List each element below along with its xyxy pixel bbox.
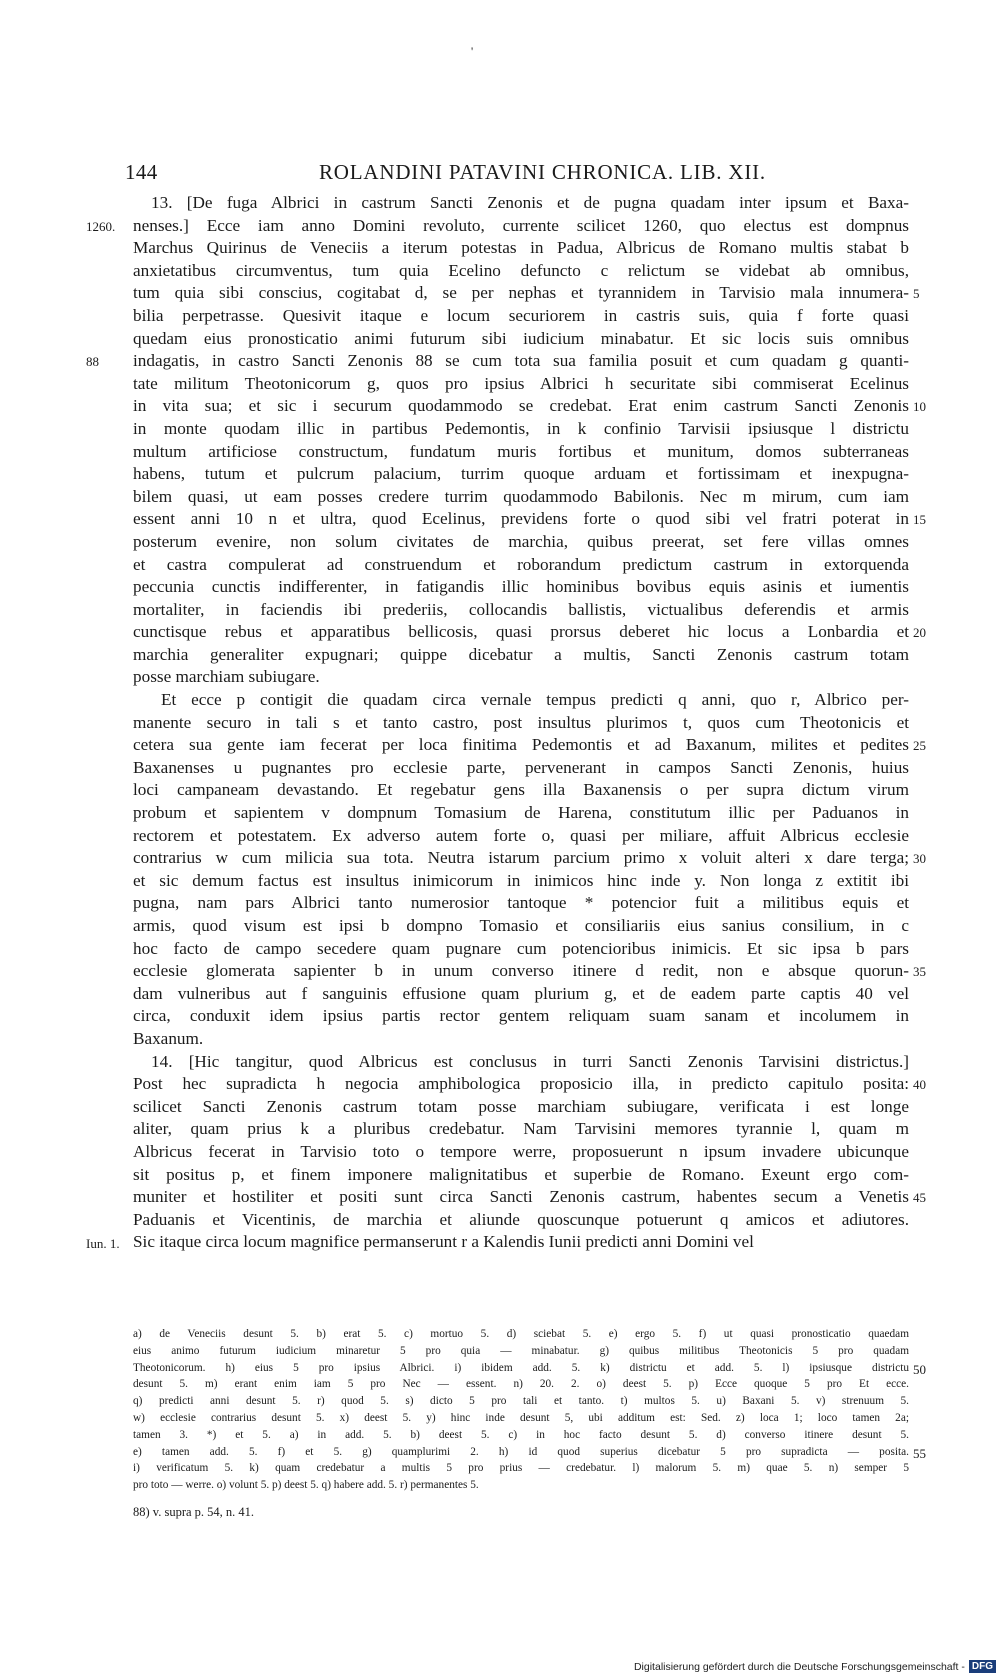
line-number: 5	[913, 286, 920, 302]
page-number: 144	[125, 160, 158, 184]
text-line: ecclesie glomerata sapienter b in unum converso itinere d redit, non e absque quorun-	[133, 961, 909, 981]
text-line: Sic itaque circa locum magnifice permanserunt r a Kalendis Iunii predicti anni Domini vel	[133, 1232, 754, 1252]
text-line: anxietatibus circumventus, tum quia Ecelino defuncto c relictum se videbat ab omnibus,	[133, 260, 909, 280]
text-line: scilicet Sancti Zenonis castrum totam posse marchiam subiugare, verificata i est longe	[133, 1096, 909, 1116]
text-line: 13. [De fuga Albrici in castrum Sancti Zenonis et de pugna quadam inter ipsum et Baxa-	[151, 193, 909, 212]
text-line: manente securo in tali s et tanto castro, post insultus plurimos t, quos cum Theotonicis et	[133, 712, 909, 732]
running-head: ROLANDINI PATAVINI CHRONICA. LIB. XII.	[319, 160, 766, 184]
reference-note: 88) v. supra p. 54, n. 41.	[133, 1505, 255, 1519]
line-number: 40	[913, 1077, 926, 1093]
text-line: cetera sua gente iam fecerat per loca finitima Pedemontis et ad Baxanum, milites et pedites	[133, 735, 909, 755]
text-line: peccunia cunctis indifferenter, in fatigandis illic hominibus bovibus equis asinis et iumentis	[133, 577, 909, 597]
main-text	[133, 192, 909, 1254]
text-line: Marchus Quirinus de Veneciis a iterum potestas in Padua, Albricus de Romano multis stabat b	[133, 238, 909, 258]
text-line: in monte quodam illic in partibus Pedemontis, in k confinio Tarvisii ipsiusque l districtu	[133, 418, 909, 438]
text-line: et sic demum factus est insultus inimicorum in inimicos hinc inde y. Non longa z extitit ibi	[133, 870, 909, 890]
line-number: 55	[913, 1445, 926, 1461]
text-line: nenses.] Ecce iam anno Domini revoluto, currente scilicet 1260, quo electus est dompnus	[133, 215, 909, 235]
footnote-line: Theotonicorum. h) eius 5 pro ipsius Albrici. i) ibidem add. 5. k) districtu et add. 5. l) ipsiusque districtu	[133, 1361, 909, 1374]
footnote-line: q) predicti anni desunt 5. r) quod 5. s) dicto 5 pro tali et tanto. t) multos 5. u) Baxani 5. v) strenuum 5.	[133, 1395, 909, 1408]
text-line: Post hec supradicta h negocia amphibologica proposicio illa, in predicto capitulo posita:	[133, 1074, 909, 1094]
text-line: loci campaneam devastando. Et regebatur gens illa Baxanensis o per supra dictum virum	[133, 780, 909, 800]
text-line: Et ecce p contigit die quadam circa vernale tempus predicti q anni, quo r, Albrico per-	[161, 690, 909, 710]
footnote-line: eius animo futurum iudicium minaretur 5 pro quia — minabatur. g) quibus militibus Theotonicis 5 pro quadam	[133, 1344, 909, 1357]
text-line: Albricus fecerat in Tarvisio toto o tempore werre, proposuerunt n ipsum invadere ubicunque	[133, 1141, 909, 1161]
text-line: armis, quod visum est ipsi b dompno Tomasio et consiliariis eius sanius consilium, in c	[133, 916, 909, 935]
footnote-line: w) ecclesie contrarius desunt 5. x) deest 5. y) hinc inde desunt 5, ubi additum est: Sed. z) loca 1; loco tamen 2a;	[133, 1411, 909, 1424]
text-line: et castra compulerat ad construendum et roborandum predictum castrum in extorquenda	[133, 554, 909, 574]
text-line: Baxanum.	[133, 1028, 204, 1048]
text-line: pugna, nam pars Albrici tanto numerosior tantoque * potencior fuit a militibus equis et	[133, 893, 909, 913]
line-number: 35	[913, 964, 926, 980]
text-line: muniter et hostiliter et positi sunt circa Sancti Zenonis castrum, habentes secum a Venetis	[133, 1187, 909, 1207]
text-line: probum et sapientem v dompnum Tomasium de Harena, constitutum illic per Paduanos in	[133, 803, 909, 823]
line-number: 50	[913, 1361, 926, 1377]
line-number: 45	[913, 1190, 926, 1206]
margin-note: 88	[86, 354, 99, 370]
line-number: 20	[913, 625, 926, 641]
text-line: hoc facto de campo secedere quam pugnare cum potencioribus inimicis. Et sic ipsa b pars	[133, 938, 909, 958]
top-mark: '	[471, 44, 474, 58]
text-line: contrarius w cum milicia sua tota. Neutra istarum parcium primo x voluit alteri x dare terga;	[133, 848, 909, 868]
margin-note: Iun. 1.	[86, 1235, 120, 1251]
text-line: marchia generaliter expugnari; quippe dicebatur a multis, Sancti Zenonis castrum totam	[133, 644, 909, 664]
critical-apparatus	[133, 1326, 909, 1494]
page-header	[125, 160, 850, 188]
text-line: habens, tutum et pulcrum palacium, turrim quoque arduam et fortissimam et inexpugna-	[133, 464, 909, 484]
footnote-line: e) tamen add. 5. f) et 5. g) quamplurimi 2. h) id quod superius dicebatur 5 pro supradicta — posita.	[133, 1445, 909, 1458]
line-number: 15	[913, 512, 926, 528]
text-line: 14. [Hic tangitur, quod Albricus est conclusus in turri Sancti Zenonis Tarvisini districtus.]	[151, 1051, 909, 1071]
digitization-footer	[630, 1658, 1000, 1675]
footnote-line: desunt 5. m) erant enim iam 5 pro Nec — essent. n) 20. 2. o) deest 5. p) Ecce quoque 5 pro Et ecce.	[133, 1378, 909, 1391]
text-line: in vita sua; et sic i securum quodammodo se credebat. Erat enim castrum Sancti Zenonis	[133, 396, 909, 416]
text-line: posterum evenire, non solum civitates de marchia, quibus preerat, set fere villas omnes	[133, 531, 909, 551]
text-line: Paduanis et Vicentinis, de marchia et aliunde quoscunque potuerunt q amicos et adiutores.	[133, 1209, 909, 1229]
text-line: bilem quasi, ut eam posses credere turrim quodammodo Babilonis. Nec m mirum, cum iam	[133, 486, 909, 506]
text-line: rectorem et potestatem. Ex adverso autem forte o, quasi per miliare, affuit Albricus ecclesie	[133, 825, 909, 845]
text-line: multum artificiose constructum, fundatum muris fortibus et munitum, domos subterraneas	[133, 441, 909, 461]
text-line: dam vulneribus aut f sanguinis effusione quam plurium g, et de eadem parte captis 40 vel	[133, 983, 909, 1003]
footnote-line: i) verificatum 5. k) quam credebatur a multis 5 pro prius — credebatur. l) malorum 5. m) quae 5. n) semper 5	[133, 1462, 909, 1475]
text-line: Baxanenses u pugnantes pro ecclesie parte, pervenerant in campos Sancti Zenonis, huius	[133, 757, 909, 777]
footer-text: Digitalisierung gefördert durch die Deutsche Forschungsgemeinschaft -	[633, 1660, 965, 1673]
text-line: cunctisque rebus et apparatibus bellicosis, quasi prorsus deberet hic locus a Lonbardia et	[133, 622, 909, 642]
footnote-line: pro toto — werre. o) volunt 5. p) deest 5. q) habere add. 5. r) permanentes 5.	[133, 1479, 479, 1492]
text-line: sit positus p, et finem imponere malignitatibus et superbie de Romano. Exeunt ergo com-	[133, 1164, 909, 1184]
text-line: circa, conduxit idem ipsius partis rector gentem reliquam suam sanam et incolumem in	[133, 1006, 909, 1026]
text-line: bilia perpetrasse. Quesivit itaque e locum securiorem in castris suis, quia f forte quasi	[133, 305, 909, 325]
line-number: 25	[913, 738, 926, 754]
text-line: aliter, quam prius k a pluribus credebatur. Nam Tarvisini memores tyrannie l, quam m	[133, 1119, 909, 1139]
footnote-line: tamen 3. *) et 5. a) in add. 5. b) deest 5. c) in hoc facto desunt 5. d) converso itinere desunt 5.	[133, 1428, 909, 1441]
text-line: essent anni 10 n et ultra, quod Ecelinus, previdens forte o quod sibi vel fratri poterat in	[133, 509, 909, 529]
text-line: mortaliter, in faciendis ibi prederiis, collocandis ballistis, victualibus deferendis et armis	[133, 599, 909, 619]
margin-note: 1260.	[86, 218, 116, 234]
dfg-logo: DFG	[969, 1660, 996, 1673]
line-number: 30	[913, 851, 926, 867]
line-number: 10	[913, 399, 926, 415]
footnote-line: a) de Veneciis desunt 5. b) erat 5. c) mortuo 5. d) sciebat 5. e) ergo 5. f) ut quasi pronosticatio quaedam	[133, 1328, 909, 1340]
text-line: posse marchiam subiugare.	[133, 667, 320, 687]
text-line: tum quia sibi conscius, cogitabat d, se per nephas et tyrannidem in Tarvisio mala innumera-	[133, 283, 909, 303]
text-line: quedam eius pronosticatio animi futurum sibi iudicium minabatur. Et sic locis suis omnibus	[133, 328, 909, 348]
text-line: tate militum Theotonicorum g, quos pro ipsius Albrici h securitate sibi commiserat Ecelinus	[133, 373, 909, 393]
text-line: indagatis, in castro Sancti Zenonis 88 se cum tota sua familia posuit et cum quadam g quanti-	[133, 351, 909, 371]
